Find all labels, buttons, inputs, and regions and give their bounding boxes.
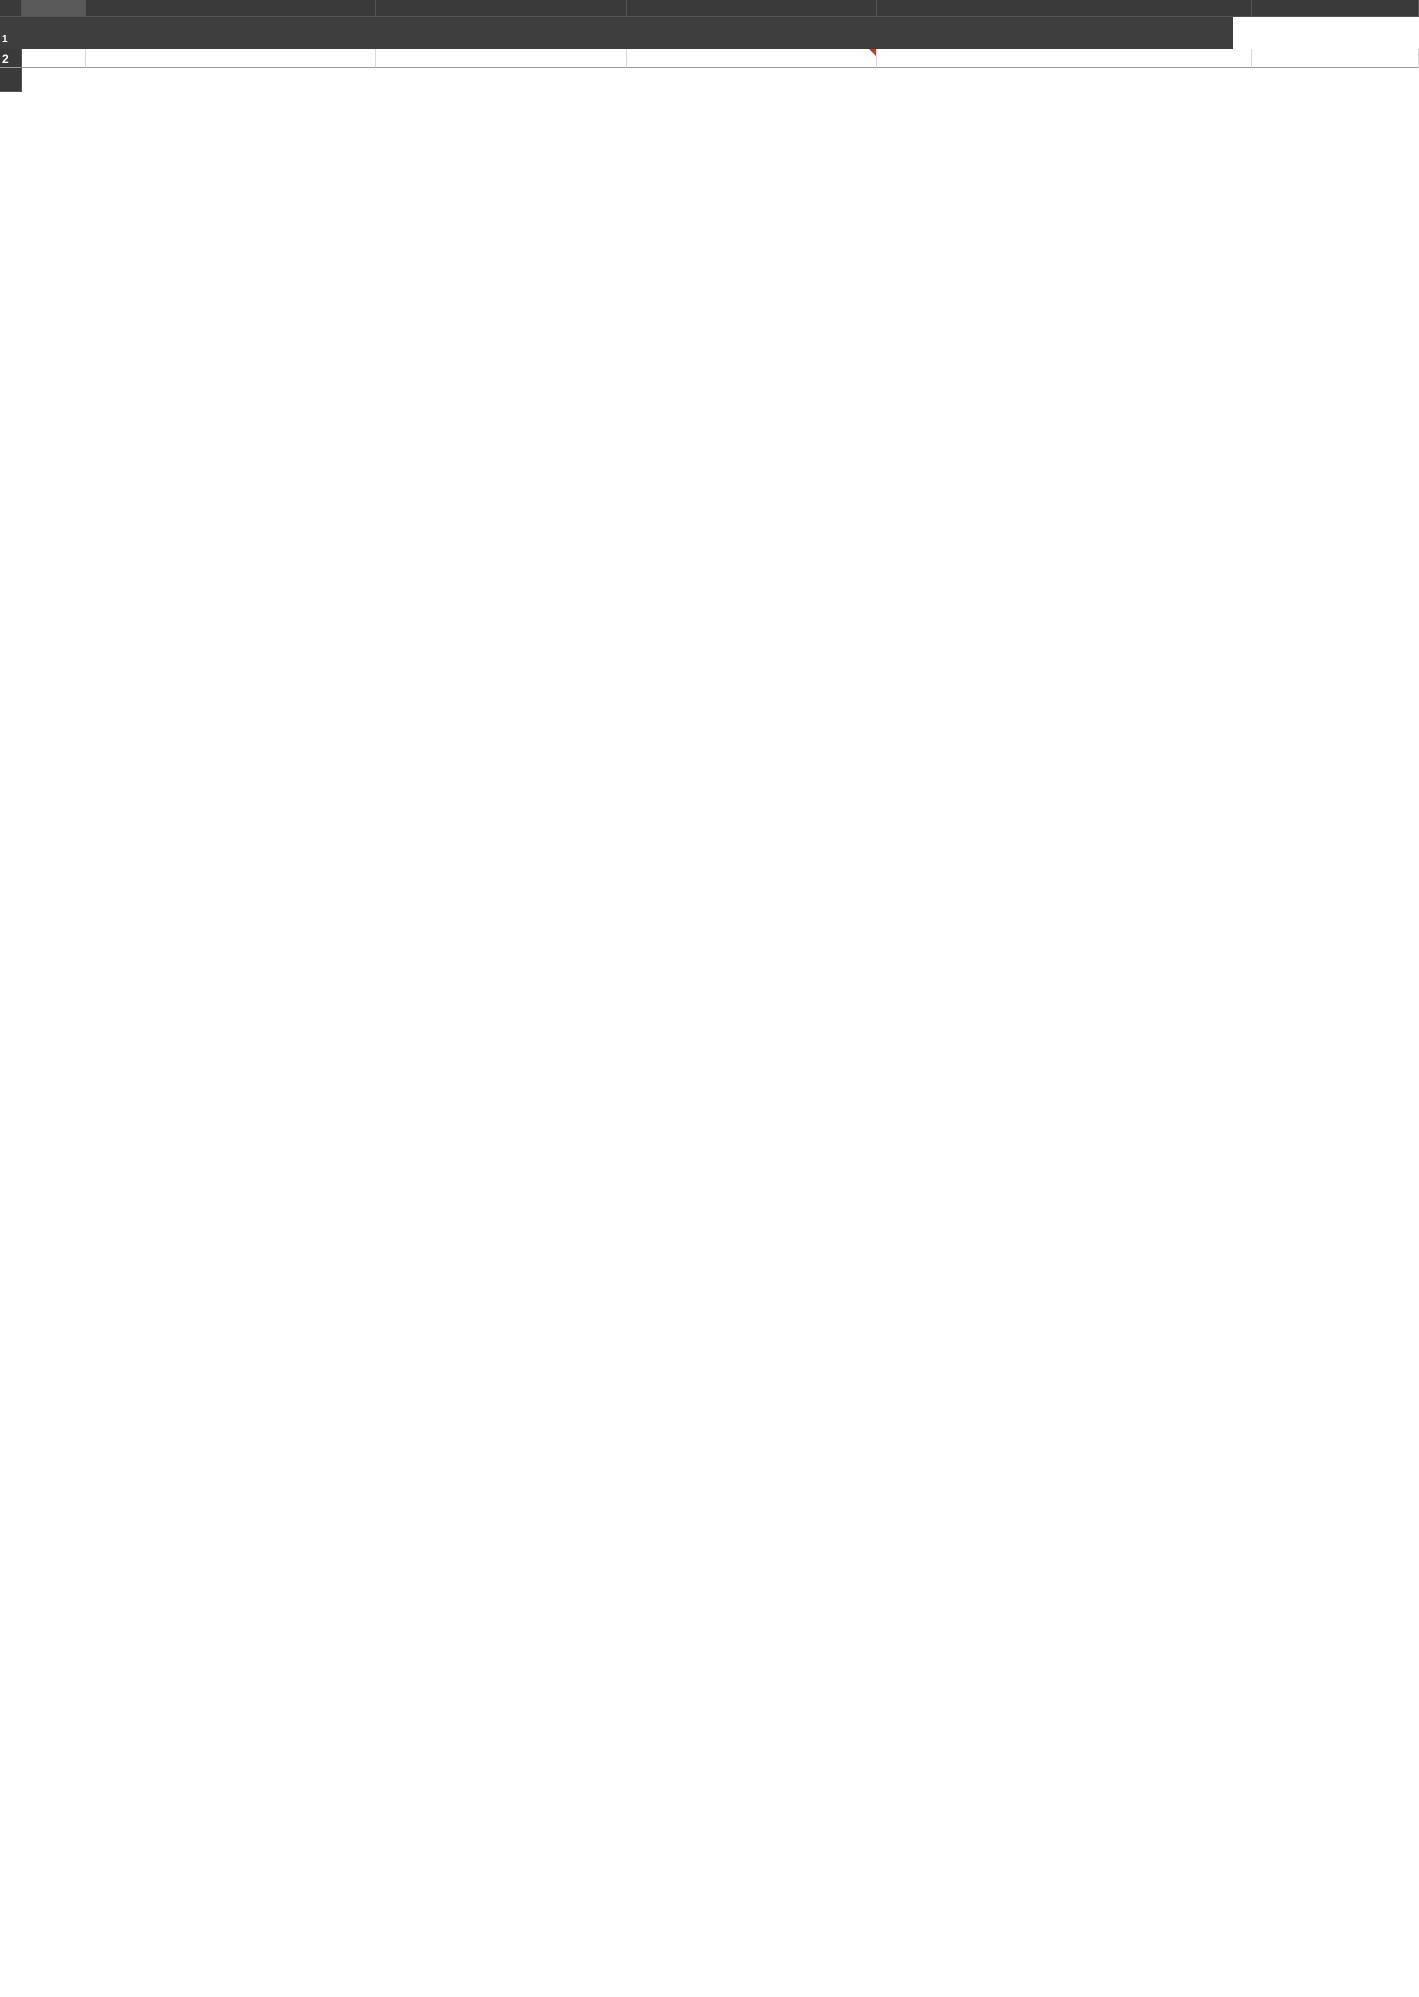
column-header-a[interactable]	[22, 0, 86, 17]
header-current-uri[interactable]	[376, 49, 627, 68]
header-row	[0, 49, 1419, 68]
column-header-b[interactable]	[86, 0, 376, 17]
row-number[interactable]	[0, 68, 22, 92]
column-header-c[interactable]	[376, 0, 627, 17]
header-new-uri[interactable]	[627, 49, 877, 68]
comment-indicator-icon[interactable]	[869, 49, 876, 56]
select-all-corner[interactable]	[0, 0, 22, 17]
banner-row	[0, 17, 1419, 49]
row-number[interactable]: 2	[0, 49, 22, 68]
header-page[interactable]	[86, 49, 376, 68]
row-number[interactable]: 1	[0, 17, 22, 49]
spreadsheet	[0, 0, 1419, 92]
banner-title[interactable]	[86, 17, 1133, 49]
header-id[interactable]	[22, 49, 86, 68]
header-notes[interactable]	[877, 49, 1252, 68]
table-body	[0, 68, 1419, 92]
column-header-row	[0, 0, 1419, 17]
table-row	[0, 68, 1419, 92]
column-header-f[interactable]	[1252, 0, 1419, 17]
column-header-d[interactable]	[627, 0, 877, 17]
column-header-e[interactable]	[877, 0, 1252, 17]
